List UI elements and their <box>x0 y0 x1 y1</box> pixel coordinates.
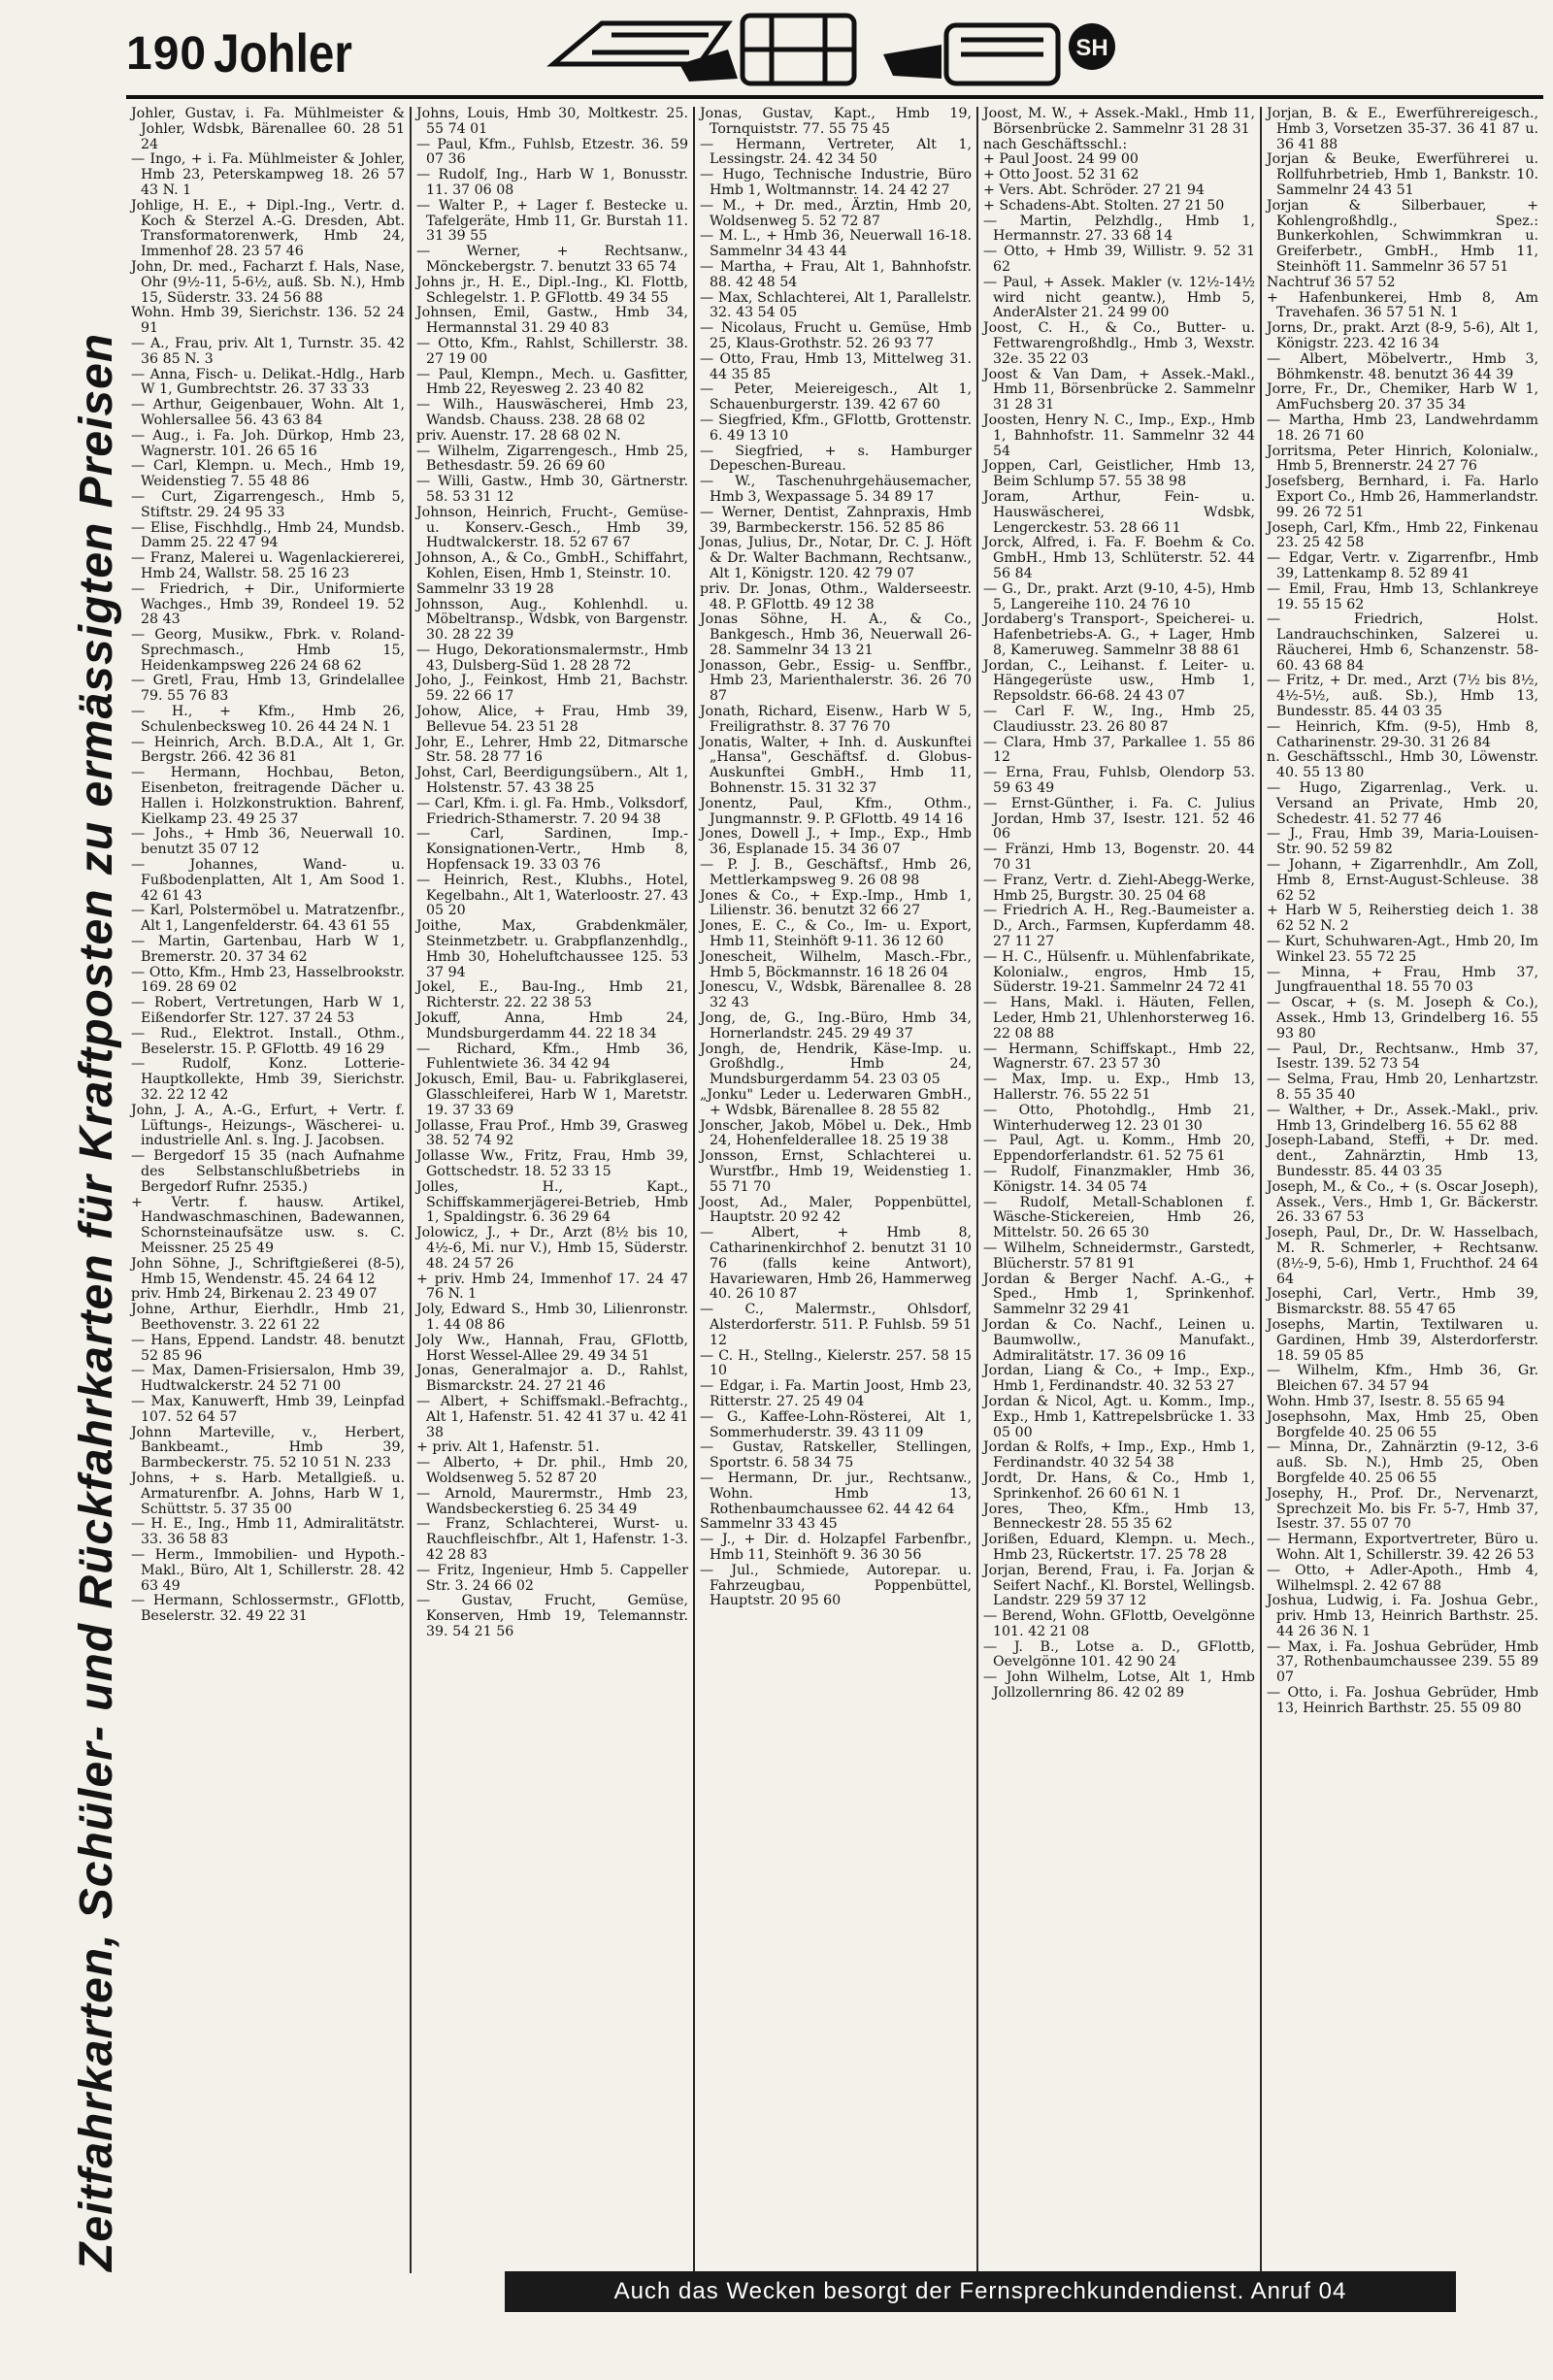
directory-entry: Joho, J., Feinkost, Hmb 21, Bachstr. 59. 22 66 17 <box>416 673 688 705</box>
directory-entry: — Rudolf, Konz. Lotterie-Hauptkollekte, Hmb 39, Sierichstr. 32. 22 12 42 <box>131 1056 405 1103</box>
chest-icon <box>946 25 1058 83</box>
directory-entry: Jonatis, Walter, + Inh. d. Auskunftei „Hansa", Geschäftsf. d. Globus-Auskunftei GmbH., Hmb 11, Bohnenstr. 15. 31 32 37 <box>700 734 972 797</box>
directory-entry: Jokel, E., Bau-Ing., Hmb 21, Richterstr. 22. 22 38 53 <box>416 979 688 1011</box>
directory-entry: Jones, E. C., & Co., Im- u. Export, Hmb 11, Steinhöft 9-11. 36 12 60 <box>700 918 972 950</box>
directory-entry: John, J. A., A.-G., Erfurt, + Vertr. f. Lüftungs-, Heizungs-, Wäscherei- u. industrielle Anl. s. Ing. J. Jacobsen. <box>131 1102 405 1149</box>
directory-entry: — Curt, Zigarrengesch., Hmb 5, Stiftstr. 29. 24 95 33 <box>131 488 405 520</box>
directory-entry: Jokuff, Anna, Hmb 24, Mundsburgerdamm 44. 22 18 34 <box>416 1010 688 1041</box>
directory-entry: Joly Ww., Hannah, Frau, GFlottb, Horst Wessel-Allee 29. 49 34 51 <box>416 1332 688 1364</box>
directory-entry: Josefsberg, Bernhard, i. Fa. Harlo Export Co., Hmb 26, Hammerlandstr. 99. 26 72 51 <box>1267 474 1538 520</box>
directory-entry: Jorjan & Beuke, Ewerführerei u. Rollfuhrbetrieb, Hmb 1, Bankstr. 10. Sammelnr 24 43 51 <box>1267 151 1538 198</box>
directory-entry: Jordan & Nicol, Agt. u. Komm., Imp., Exp., Hmb 1, Kattrepelsbrücke 1. 33 05 00 <box>983 1393 1255 1440</box>
directory-entry: — Albert, + Hmb 8, Catharinenkirchhof 2. benutzt 31 10 76 (falls keine Antwort), Havariewaren, Hmb 26, Hammerweg 40. 26 10 87 <box>700 1225 972 1303</box>
directory-entry: — Johann, + Zigarrenhdlr., Am Zoll, Hmb 8, Ernst-August-Schleuse. 38 62 52 <box>1267 857 1538 904</box>
directory-entry: Jonath, Richard, Eisenw., Harb W 5, Freiligrathstr. 8. 37 76 70 <box>700 704 972 735</box>
directory-entry: — Herm., Immobilien- und Hypoth.-Makl., Büro, Alt 1, Schillerstr. 28. 42 63 49 <box>131 1546 405 1594</box>
directory-entry: Jongh, de, Hendrik, Käse-Imp. u. Großhdlg., Hmb 24, Mundsburgerdamm 54. 23 03 05 <box>700 1041 972 1088</box>
directory-entry: — Otto, Kfm., Hmb 23, Hasselbrookstr. 169. 28 69 02 <box>131 964 405 996</box>
directory-entry: Jorjan & Silberbauer, + Kohlengroßhdlg., Spez.: Bunkerkohlen, Schwimmkran u. Greiferbetr., GmbH., Hmb 11, Steinhöft 11. Sammelnr 36 57 51 <box>1267 197 1538 275</box>
directory-entry: — Peter, Meiereigesch., Alt 1, Schauenburgerstr. 139. 42 67 60 <box>700 381 972 413</box>
directory-entry: — Edgar, i. Fa. Martin Joost, Hmb 23, Ritterstr. 27. 25 49 04 <box>700 1378 972 1409</box>
directory-entry: — J., Frau, Hmb 39, Maria-Louisen-Str. 90. 52 59 82 <box>1267 826 1538 858</box>
directory-entry: — Max, Imp. u. Exp., Hmb 13, Hallerstr. 76. 55 22 51 <box>983 1072 1255 1103</box>
directory-entry: — Max, Schlachterei, Alt 1, Parallelstr. 32. 43 54 05 <box>700 289 972 321</box>
directory-entry: — Hans, Makl. i. Häuten, Fellen, Leder, Hmb 21, Uhlenhorsterweg 16. 22 08 88 <box>983 995 1255 1041</box>
directory-entry: — Alberto, + Dr. phil., Hmb 20, Woldsenweg 5. 52 87 20 <box>416 1455 688 1486</box>
header-word: Johler <box>214 22 352 83</box>
directory-entry: — Rudolf, Ing., Harb W 1, Bonusstr. 11. 37 06 08 <box>416 167 688 198</box>
directory-entry: — Georg, Musikw., Fbrk. v. Roland-Sprechmasch., Hmb 15, Heidenkampsweg 226 24 68 62 <box>131 627 405 674</box>
directory-columns <box>126 107 1543 2273</box>
directory-entry: — G., Dr., prakt. Arzt (9-10, 4-5), Hmb 5, Langereihe 110. 24 76 10 <box>983 580 1255 612</box>
directory-entry: — Siegfried, Kfm., GFlottb, Grottenstr. 6. 49 13 10 <box>700 412 972 444</box>
directory-entry: — Berend, Wohn. GFlottb, Oevelgönne 101. 42 21 08 <box>983 1608 1255 1639</box>
directory-entry: — Walter P., + Lager f. Bestecke u. Tafelgeräte, Hmb 11, Gr. Burstah 11. 31 39 55 <box>416 197 688 245</box>
directory-entry: — J. B., Lotse a. D., GFlottb, Oevelgönne 101. 42 90 24 <box>983 1638 1255 1670</box>
directory-entry: — J., + Dir. d. Holzapfel Farbenfbr., Hmb 11, Steinhöft 9. 36 30 56 <box>700 1532 972 1563</box>
footer-banner: Auch das Wecken besorgt der Fernsprechkundendienst. Anruf 04 <box>505 2271 1456 2312</box>
directory-entry: Joosten, Henry N. C., Imp., Exp., Hmb 1, Bahnhofstr. 11. Sammelnr 32 44 54 <box>983 412 1255 459</box>
directory-entry: — Anna, Fisch- u. Delikat.-Hdlg., Harb W 1, Gumbrechtstr. 26. 37 33 33 <box>131 366 405 398</box>
directory-entry: — Werner, + Rechtsanw., Mönckebergstr. 7. benutzt 33 65 74 <box>416 244 688 275</box>
directory-entry: Johns, + s. Harb. Metallgieß. u. Armaturenfbr. A. Johns, Harb W 1, Schüttstr. 5. 37 35 00 <box>131 1470 405 1517</box>
directory-entry: — Robert, Vertretungen, Harb W 1, Eißendorfer Str. 127. 37 24 53 <box>131 995 405 1027</box>
directory-entry: — Franz, Schlachterei, Wurst- u. Rauchfleischfbr., Alt 1, Hafenstr. 1-3. 42 28 83 <box>416 1516 688 1563</box>
directory-entry: Joseph, Paul, Dr., Dr. W. Hasselbach, M. R. Schmerler, + Rechtsanw. (8½-9, 5-6), Hmb 1, Fruchthof. 24 64 64 <box>1267 1225 1538 1287</box>
directory-entry: — Minna, + Frau, Hmb 37, Jungfrauenthal 18. 55 70 03 <box>1267 964 1538 996</box>
directory-entry: Johne, Arthur, Eierhdlr., Hmb 21, Beethovenstr. 3. 22 61 22 <box>131 1302 405 1333</box>
directory-entry: Wohn. Hmb 39, Sierichstr. 136. 52 24 91 <box>131 305 405 337</box>
directory-entry: — Albert, + Schiffsmakl.-Befrachtg., Alt 1, Hafenstr. 51. 42 41 37 u. 42 41 38 <box>416 1393 688 1440</box>
directory-entry: + Otto Joost. 52 31 62 <box>983 167 1140 183</box>
directory-entry: — W., Taschenuhrgehäusemacher, Hmb 3, Wexpassage 5. 34 89 17 <box>700 474 972 505</box>
directory-entry: Jordan, Liang & Co., + Imp., Exp., Hmb 1, Ferdinandstr. 40. 32 53 27 <box>983 1363 1255 1395</box>
directory-entry: — Martha, + Frau, Alt 1, Bahnhofstr. 88. 42 48 54 <box>700 258 972 290</box>
directory-entry: — Albert, Möbelvertr., Hmb 3, Böhmkenstr. 48. benutzt 36 44 39 <box>1267 350 1538 382</box>
directory-entry: Jorjan, Berend, Frau, i. Fa. Jorjan & Seifert Nachf., Kl. Borstel, Wellingsb. Landstr. 229 59 37 12 <box>983 1562 1255 1609</box>
directory-entry: Jordan & Co. Nachf., Leinen u. Baumwollw., Manufakt., Admiralitätstr. 17. 36 09 16 <box>983 1316 1255 1364</box>
directory-entry: — Hermann, Hochbau, Beton, Eisenbeton, freitragende Dächer u. Hallen i. Holzkonstruktion. Bahrenf, Kielkamp 23. 49 25 37 <box>131 765 405 827</box>
directory-entry: — Paul, Klempn., Mech. u. Gasfitter, Hmb 22, Reyesweg 2. 23 40 82 <box>416 366 688 398</box>
directory-column-4 <box>976 107 1260 2273</box>
directory-entry: — Hugo, Dekorationsmalermstr., Hmb 43, Dulsberg-Süd 1. 28 28 72 <box>416 642 688 674</box>
directory-entry: Josephy, H., Prof. Dr., Nervenarzt, Sprechzeit Mo. bis Fr. 5-7, Hmb 37, Isestr. 37. 55 07 70 <box>1267 1485 1538 1533</box>
directory-entry: n. Geschäftsschl., Hmb 30, Löwenstr. 40. 55 13 80 <box>1267 749 1538 781</box>
directory-entry: — Otto, Kfm., Rahlst, Schillerstr. 38. 27 19 00 <box>416 335 688 367</box>
directory-entry: Jolowicz, J., + Dr., Arzt (8½ bis 10, 4½-6, Mi. nur V.), Hmb 15, Süderstr. 48. 24 57 26 <box>416 1225 688 1272</box>
directory-entry: Johnn Marteville, v., Herbert, Bankbeamt., Hmb 39, Barmbeckerstr. 75. 52 10 51 N. 233 <box>131 1424 405 1471</box>
directory-entry: Sammelnr 33 19 28 <box>416 580 554 597</box>
directory-entry: + priv. Hmb 24, Immenhof 17. 24 47 76 N. 1 <box>416 1271 688 1303</box>
directory-entry: — C. H., Stellng., Kielerstr. 257. 58 15 10 <box>700 1347 972 1379</box>
directory-entry: — Fritz, Ingenieur, Hmb 5. Cappeller Str. 3. 24 66 02 <box>416 1562 688 1594</box>
directory-entry: + Harb W 5, Reiherstieg deich 1. 38 62 52 N. 2 <box>1267 903 1538 935</box>
directory-entry: Jolles, H., Kapt., Schiffskammerjägerei-Betrieb, Hmb 1, Spaldingstr. 6. 36 29 64 <box>416 1178 688 1226</box>
directory-entry: „Jonku" Leder u. Lederwaren GmbH., + Wdsbk, Bärenallee 8. 28 55 82 <box>700 1087 972 1118</box>
directory-entry: — Martha, Hmb 23, Landwehrdamm 18. 26 71 60 <box>1267 412 1538 444</box>
directory-entry: priv. Auenstr. 17. 28 68 02 N. <box>416 427 621 444</box>
side-advertisement: Zeitfahrkarten, Schüler- und Rückfahrkarten für Kraftposten zu ermässigten Preisen <box>71 332 122 2271</box>
directory-entry: — Fritz, + Dr. med., Arzt (7½ bis 8½, 4½-5½, auß. Sb.), Hmb 13, Bundesstr. 85. 44 03 35 <box>1267 673 1538 720</box>
directory-entry: — P. J. B., Geschäftsf., Hmb 26, Mettlerkampsweg 9. 26 08 98 <box>700 857 972 888</box>
directory-entry: — Elise, Fischhdlg., Hmb 24, Mundsb. Damm 25. 22 47 94 <box>131 519 405 551</box>
directory-entry: — Rud., Elektrot. Install., Othm., Beselerstr. 15. P. GFlottb. 49 16 29 <box>131 1025 405 1057</box>
directory-entry: Nachtruf 36 57 52 <box>1267 274 1396 290</box>
directory-entry: — Paul, + Assek. Makler (v. 12½-14½ wird nicht geantw.), Hmb 5, AnderAlster 21. 24 99 00 <box>983 274 1255 321</box>
directory-entry: — Hugo, Technische Industrie, Büro Hmb 1, Woltmannstr. 14. 24 42 27 <box>700 167 972 198</box>
directory-entry: + Hafenbunkerei, Hmb 8, Am Travehafen. 36 57 51 N. 1 <box>1267 289 1538 321</box>
directory-entry: — Fränzi, Hmb 13, Bogenstr. 20. 44 70 31 <box>983 842 1255 874</box>
directory-entry: Johns jr., H. E., Dipl.-Ing., Kl. Flottb, Schlegelstr. 1. P. GFlottb. 49 34 55 <box>416 274 688 306</box>
directory-entry: Sammelnr 33 43 45 <box>700 1516 838 1533</box>
directory-entry: Joseph-Laband, Steffi, + Dr. med. dent., Zahnärztin, Hmb 13, Bundesstr. 85. 44 03 35 <box>1267 1133 1538 1179</box>
directory-entry: — Kurt, Schuhwaren-Agt., Hmb 20, Im Winkel 23. 55 72 25 <box>1267 934 1538 965</box>
directory-entry: — Werner, Dentist, Zahnpraxis, Hmb 39, Barmbeckerstr. 156. 52 85 86 <box>700 504 972 536</box>
directory-entry: — Otto, + Hmb 39, Willistr. 9. 52 31 62 <box>983 244 1255 275</box>
directory-entry: — A., Frau, priv. Alt 1, Turnstr. 35. 42 36 85 N. 3 <box>131 335 405 367</box>
directory-entry: — Oscar, + (s. M. Joseph & Co.), Assek., Hmb 13, Grindelberg 16. 55 93 80 <box>1267 995 1538 1041</box>
directory-entry: — Karl, Polstermöbel u. Matratzenfbr., Alt 1, Langenfelderstr. 64. 43 61 55 <box>131 903 405 935</box>
directory-column-5 <box>1260 107 1543 2273</box>
directory-entry: Joseph, Carl, Kfm., Hmb 22, Finkenau 23. 25 42 58 <box>1267 519 1538 551</box>
directory-column-3 <box>693 107 976 2273</box>
directory-entry: priv. Hmb 24, Birkenau 2. 23 49 07 <box>131 1286 378 1303</box>
directory-entry: — Otto, i. Fa. Joshua Gebrüder, Hmb 13, Heinrich Barthstr. 25. 55 09 80 <box>1267 1685 1538 1716</box>
directory-entry: Jollasse Ww., Fritz, Frau, Hmb 39, Gottschedstr. 18. 52 33 15 <box>416 1148 688 1179</box>
header-rule <box>126 95 1543 99</box>
directory-entry: Johnson, A., & Co., GmbH., Schiffahrt, Kohlen, Eisen, Hmb 1, Steinstr. 10. <box>416 550 688 581</box>
directory-entry: Johow, Alice, + Frau, Hmb 39, Bellevue 54. 23 51 28 <box>416 704 688 735</box>
directory-column-2 <box>410 107 693 2273</box>
directory-entry: Jorritsma, Peter Hinrich, Kolonialw., Hmb 5, Brennerstr. 24 27 76 <box>1267 443 1538 475</box>
directory-entry: — Friedrich A. H., Reg.-Baumeister a. D., Arch., Farmsen, Kupferdamm 48. 27 11 27 <box>983 903 1255 950</box>
directory-entry: — Ernst-Günther, i. Fa. C. Julius Jordan, Hmb 37, Isestr. 121. 52 46 06 <box>983 795 1255 843</box>
directory-entry: Jonas, Gustav, Kapt., Hmb 19, Tornquiststr. 77. 55 75 45 <box>700 107 972 137</box>
directory-entry: Jonas, Julius, Dr., Notar, Dr. C. J. Höft & Dr. Walter Bachmann, Rechtsanw., Alt 1, Königstr. 120. 42 79 07 <box>700 535 972 581</box>
directory-entry: — Bergedorf 15 35 (nach Aufnahme des Selbstanschlußbetriebs in Bergedorf Rufnr. 2535.) <box>131 1148 405 1195</box>
directory-entry: + priv. Alt 1, Hafenstr. 51. <box>416 1439 600 1456</box>
directory-entry: — Max, i. Fa. Joshua Gebrüder, Hmb 37, Rothenbaumchaussee 239. 55 89 07 <box>1267 1638 1538 1686</box>
directory-entry: Johnson, Heinrich, Frucht-, Gemüse- u. Konserv.-Gesch., Hmb 39, Hudtwalckerstr. 18. 52 67 67 <box>416 504 688 551</box>
directory-entry: John Söhne, J., Schriftgießerei (8-5), Hmb 15, Wendenstr. 45. 24 64 12 <box>131 1255 405 1287</box>
directory-entry: — Nicolaus, Frucht u. Gemüse, Hmb 25, Klaus-Grothstr. 52. 26 93 77 <box>700 320 972 351</box>
directory-entry: — H. C., Hülsenfr. u. Mühlenfabrikate, Kolonialw., engros, Hmb 15, Süderstr. 19-21. Sammelnr 24 72 41 <box>983 948 1255 996</box>
directory-entry: — Walther, + Dr., Assek.-Makl., priv. Hmb 13, Grindelberg 16. 55 62 88 <box>1267 1102 1538 1134</box>
directory-entry: priv. Dr. Jonas, Othm., Walderseestr. 48. P. GFlottb. 49 12 38 <box>700 580 972 612</box>
directory-entry: Josephsohn, Max, Hmb 25, Oben Borgfelde 40. 25 06 55 <box>1267 1408 1538 1440</box>
directory-entry: Jordan & Rolfs, + Imp., Exp., Hmb 1, Ferdinandstr. 40 32 54 38 <box>983 1439 1255 1471</box>
directory-entry: — Hans, Eppend. Landstr. 48. benutzt 52 85 96 <box>131 1332 405 1364</box>
directory-entry: — Martin, Pelzhdlg., Hmb 1, Hermannstr. 27. 33 68 14 <box>983 213 1255 245</box>
directory-entry: — Hermann, Dr. jur., Rechtsanw., Wohn. Hmb 13, Rothenbaumchaussee 62. 44 42 64 <box>700 1470 972 1517</box>
directory-entry: — Franz, Vertr. d. Ziehl-Abegg-Werke, Hmb 25, Burgstr. 30. 25 04 68 <box>983 872 1255 904</box>
directory-entry: Johler, Gustav, i. Fa. Mühlmeister & Johler, Wdsbk, Bärenallee 60. 28 51 24 <box>131 107 405 152</box>
directory-entry: Jorre, Fr., Dr., Chemiker, Harb W 1, AmFuchsberg 20. 37 35 34 <box>1267 381 1538 413</box>
directory-entry: — M., + Dr. med., Ärztin, Hmb 20, Woldsenweg 5. 52 72 87 <box>700 197 972 229</box>
directory-entry: — Rudolf, Metall-Schablonen f. Wäsche-Stickereien, Hmb 26, Mittelstr. 50. 26 65 30 <box>983 1194 1255 1241</box>
directory-entry: — Max, Damen-Frisiersalon, Hmb 39, Hudtwalckerstr. 24 52 71 00 <box>131 1363 405 1395</box>
directory-entry: + Paul Joost. 24 99 00 <box>983 151 1139 168</box>
directory-entry: — Wilhelm, Kfm., Hmb 36, Gr. Bleichen 67. 34 57 94 <box>1267 1363 1538 1395</box>
directory-entry: Johlige, H. E., + Dipl.-Ing., Vertr. d. Koch & Sterzel A.-G. Dresden, Abt. Transformatorenwerk, Hmb 24, Immenhof 28. 23 57 46 <box>131 197 405 260</box>
directory-entry: Joost, M. W., + Assek.-Makl., Hmb 11, Börsenbrücke 2. Sammelnr 31 28 31 <box>983 107 1255 137</box>
directory-entry: + Vers. Abt. Schröder. 27 21 94 <box>983 182 1205 198</box>
directory-entry: — G., Kaffee-Lohn-Rösterei, Alt 1, Sommerhuderstr. 39. 43 11 09 <box>700 1408 972 1440</box>
directory-entry: Joost & Van Dam, + Assek.-Makl., Hmb 11, Börsenbrücke 2. Sammelnr 31 28 31 <box>983 366 1255 413</box>
directory-entry: Jong, de, G., Ing.-Büro, Hmb 34, Hornerlandstr. 245. 29 49 37 <box>700 1010 972 1041</box>
directory-entry: Joppen, Carl, Geistlicher, Hmb 13, Beim Schlump 57. 55 38 98 <box>983 458 1255 490</box>
directory-entry: Jonsson, Ernst, Schlachterei u. Wurstfbr., Hmb 19, Weidenstieg 1. 55 71 70 <box>700 1148 972 1195</box>
directory-entry: — Friedrich, + Dir., Uniformierte Wachges., Hmb 39, Rondeel 19. 52 28 43 <box>131 580 405 628</box>
directory-entry: nach Geschäftsschl.: <box>983 136 1128 152</box>
directory-entry: — Hermann, Vertreter, Alt 1, Lessingstr. 24. 42 34 50 <box>700 136 972 168</box>
directory-entry: Jonentz, Paul, Kfm., Othm., Jungmannstr. 9. P. GFlottb. 49 14 16 <box>700 795 972 827</box>
directory-entry: — Emil, Frau, Hmb 13, Schlankreye 19. 55 15 62 <box>1267 580 1538 612</box>
directory-entry: Joshua, Ludwig, i. Fa. Joshua Gebr., priv. Hmb 13, Heinrich Barthstr. 25. 44 26 36 N. 1 <box>1267 1593 1538 1639</box>
directory-entry: — Erna, Frau, Fuhlsb, Olendorp 53. 59 63 49 <box>983 765 1255 797</box>
directory-entry: Joseph, M., & Co., + (s. Oscar Joseph), Assek., Vers., Hmb 1, Gr. Bäckerstr. 26. 33 67 53 <box>1267 1178 1538 1226</box>
directory-entry: Jollasse, Frau Prof., Hmb 39, Grasweg 38. 52 74 92 <box>416 1117 688 1149</box>
directory-entry: John, Dr. med., Facharzt f. Hals, Nase, Ohr (9½-11, 5-6½, auß. Sb. N.), Hmb 15, Süderstr. 33. 24 56 88 <box>131 258 405 306</box>
directory-entry: — Hermann, Schiffskapt., Hmb 22, Wagnerstr. 67. 23 57 30 <box>983 1041 1255 1073</box>
directory-entry: Johr, E., Lehrer, Hmb 22, Ditmarsche Str. 58. 28 77 16 <box>416 734 688 766</box>
directory-entry: — Siegfried, + s. Hamburger Depeschen-Bureau. <box>700 443 972 475</box>
directory-entry: — Gustav, Frucht, Gemüse, Konserven, Hmb 19, Telemannstr. 39. 54 21 56 <box>416 1593 688 1639</box>
directory-entry: — Carl, Sardinen, Imp.-Konsignationen-Vertr., Hmb 8, Hopfensack 19. 33 03 76 <box>416 826 688 874</box>
directory-entry: — Gustav, Ratskeller, Stellingen, Sportstr. 6. 58 34 75 <box>700 1439 972 1471</box>
directory-entry: — Johannes, Wand- u. Fußbodenplatten, Alt 1, Am Sood 1. 42 61 43 <box>131 857 405 904</box>
directory-entry: Jonas, Generalmajor a. D., Rahlst, Bismarckstr. 24. 27 21 46 <box>416 1363 688 1395</box>
directory-entry: Jokusch, Emil, Bau- u. Fabrikglaserei, Glasschleiferei, Harb W 1, Maretstr. 19. 37 33 69 <box>416 1072 688 1118</box>
directory-entry: Jonescheit, Wilhelm, Masch.-Fbr., Hmb 5, Böckmannstr. 16 18 26 04 <box>700 948 972 980</box>
directory-entry: — C., Malermstr., Ohlsdorf, Alsterdorferstr. 511. P. Fuhlsb. 59 51 12 <box>700 1302 972 1348</box>
directory-entry: Jordaberg's Transport-, Speicherei- u. Hafenbetriebs-A. G., + Lager, Hmb 8, Kameruweg. Sammelnr 38 88 61 <box>983 612 1255 658</box>
directory-entry: Joost, Ad., Maler, Poppenbüttel, Hauptstr. 20 92 42 <box>700 1194 972 1226</box>
seal-logo-icon <box>1069 23 1115 70</box>
directory-entry: Jorißen, Eduard, Klempn. u. Mech., Hmb 23, Rückertstr. 17. 25 78 28 <box>983 1532 1255 1563</box>
directory-entry: — Aug., i. Fa. Joh. Dürkop, Hmb 23, Wagnerstr. 101. 26 65 16 <box>131 427 405 459</box>
directory-entry: + Vertr. f. hausw. Artikel, Handwaschmaschinen, Badewannen, Schornsteinaufsätze usw. s. C. Meissner. 25 25 49 <box>131 1194 405 1256</box>
directory-entry: — John Wilhelm, Lotse, Alt 1, Hmb Jollzollernring 86. 42 02 89 <box>983 1669 1255 1702</box>
directory-column-1 <box>126 107 410 2273</box>
directory-entry: — Heinrich, Rest., Klubhs., Hotel, Kegelbahn., Alt 1, Waterloostr. 27. 43 05 20 <box>416 872 688 919</box>
directory-entry: — Jul., Schmiede, Autorepar. u. Fahrzeugbau, Poppenbüttel, Hauptstr. 20 95 60 <box>700 1562 972 1609</box>
directory-entry: — Wilhelm, Zigarrengesch., Hmb 25, Bethesdastr. 59. 26 69 60 <box>416 443 688 475</box>
directory-entry: — Heinrich, Arch. B.D.A., Alt 1, Gr. Bergstr. 266. 42 36 81 <box>131 734 405 766</box>
directory-entry: Josephs, Martin, Textilwaren u. Gardinen, Hmb 39, Alsterdorferstr. 18. 59 05 85 <box>1267 1316 1538 1364</box>
directory-entry: — Heinrich, Kfm. (9-5), Hmb 8, Catharinenstr. 29-30. 31 26 84 <box>1267 718 1538 750</box>
directory-entry: — H., + Kfm., Hmb 26, Schulenbecksweg 10. 26 44 24 N. 1 <box>131 704 405 735</box>
directory-entry: — Carl, Klempn. u. Mech., Hmb 19, Weidenstieg 7. 55 48 86 <box>131 458 405 490</box>
directory-entry: Jonasson, Gebr., Essig- u. Senffbr., Hmb 23, Marienthalerstr. 36. 26 70 87 <box>700 657 972 705</box>
directory-entry: — Paul, Dr., Rechtsanw., Hmb 37, Isestr. 139. 52 73 54 <box>1267 1041 1538 1073</box>
directory-entry: — Franz, Malerei u. Wagenlackiererei, Hmb 24, Wallstr. 58. 25 16 23 <box>131 550 405 581</box>
directory-entry: Jones, Dowell J., + Imp., Exp., Hmb 36, Esplanade 15. 34 36 07 <box>700 826 972 858</box>
directory-entry: — Otto, + Adler-Apoth., Hmb 4, Wilhelmspl. 2. 42 67 88 <box>1267 1562 1538 1594</box>
directory-entry: — Paul, Agt. u. Komm., Hmb 20, Eppendorferlandstr. 61. 52 75 61 <box>983 1133 1255 1165</box>
directory-entry: Jorck, Alfred, i. Fa. F. Boehm & Co. GmbH., Hmb 13, Schlüterstr. 52. 44 56 84 <box>983 535 1255 581</box>
directory-entry: — Wilh., Hauswäscherei, Hmb 23, Wandsb. Chauss. 238. 28 68 02 <box>416 397 688 428</box>
directory-entry: — Gretl, Frau, Hmb 13, Grindelallee 79. 55 76 83 <box>131 673 405 705</box>
directory-entry: Jonas Söhne, H. A., & Co., Bankgesch., Hmb 36, Neuerwall 26-28. Sammelnr 34 13 21 <box>700 612 972 658</box>
directory-entry: — Arnold, Maurermstr., Hmb 23, Wandsbeckerstieg 6. 25 34 49 <box>416 1485 688 1517</box>
crate-icon <box>743 16 854 83</box>
directory-entry: — Martin, Gartenbau, Harb W 1, Bremerstr. 20. 37 34 62 <box>131 934 405 965</box>
directory-entry: Joost, C. H., & Co., Butter- u. Fettwarengroßhdlg., Hmb 3, Wexstr. 32e. 35 22 03 <box>983 320 1255 367</box>
directory-entry: — Edgar, Vertr. v. Zigarrenfbr., Hmb 39, Lattenkamp 8. 52 89 41 <box>1267 550 1538 581</box>
directory-entry: — Paul, Kfm., Fuhlsb, Etzestr. 36. 59 07 36 <box>416 136 688 168</box>
directory-entry: — Johs., + Hmb 36, Neuerwall 10. benutzt 35 07 12 <box>131 826 405 858</box>
directory-entry: Johns, Louis, Hmb 30, Moltkestr. 25. 55 74 01 <box>416 107 688 137</box>
directory-entry: Joithe, Max, Grabdenkmäler, Steinmetzbetr. u. Grabpflanzenhdlg., Hmb 30, Hoheluftchaussee 125. 53 37 94 <box>416 918 688 980</box>
directory-entry: Jordan, C., Leihanst. f. Leiter- u. Hängegerüste usw., Hmb 1, Repsoldstr. 66-68. 24 43 07 <box>983 657 1255 705</box>
directory-entry: — Wilhelm, Schneidermstr., Garstedt, Blücherstr. 57 81 91 <box>983 1240 1255 1272</box>
directory-entry: — Rudolf, Finanzmakler, Hmb 36, Königstr. 14. 34 05 74 <box>983 1163 1255 1195</box>
directory-entry: — Hermann, Exportvertreter, Büro u. Wohn. Alt 1, Schillerstr. 39. 42 26 53 <box>1267 1532 1538 1563</box>
directory-entry: Josephi, Carl, Vertr., Hmb 39, Bismarckstr. 88. 55 47 65 <box>1267 1286 1538 1318</box>
directory-entry: Joly, Edward S., Hmb 30, Lilienronstr. 1. 44 08 86 <box>416 1302 688 1333</box>
directory-entry: — Otto, Frau, Hmb 13, Mittelweg 31. 44 35 85 <box>700 350 972 382</box>
directory-entry: Johnsen, Emil, Gastw., Hmb 34, Hermannstal 31. 29 40 83 <box>416 305 688 337</box>
directory-entry: — Otto, Photohdlg., Hmb 21, Winterhuderweg 12. 23 01 30 <box>983 1102 1255 1134</box>
directory-entry: — Selma, Frau, Hmb 20, Lenhartzstr. 8. 55 35 40 <box>1267 1072 1538 1103</box>
page-header <box>0 0 1553 107</box>
directory-entry: — Max, Kanuwerft, Hmb 39, Leinpfad 107. 52 64 57 <box>131 1393 405 1425</box>
directory-entry: — Minna, Dr., Zahnärztin (9-12, 3-6 auß. Sb. N.), Hmb 25, Oben Borgfelde 40. 25 06 55 <box>1267 1439 1538 1486</box>
directory-entry: — Ingo, + i. Fa. Mühlmeister & Johler, Hmb 23, Peterskampweg 18. 26 57 43 N. 1 <box>131 151 405 198</box>
directory-entry: Jorns, Dr., prakt. Arzt (8-9, 5-6), Alt 1, Königstr. 223. 42 16 34 <box>1267 320 1538 351</box>
directory-entry: Jores, Theo, Kfm., Hmb 13, Benneckestr 28. 55 35 62 <box>983 1501 1255 1533</box>
directory-entry: — Friedrich, Holst. Landrauchschinken, Salzerei u. Räucherei, Hmb 6, Schanzenstr. 58-60. 43 68 84 <box>1267 612 1538 674</box>
directory-entry: + Schadens-Abt. Stolten. 27 21 50 <box>983 197 1225 214</box>
directory-entry: Jonescu, V., Wdsbk, Bärenallee 8. 28 32 43 <box>700 979 972 1011</box>
directory-entry: Johst, Carl, Beerdigungsübern., Alt 1, Holstenstr. 57. 43 38 25 <box>416 765 688 797</box>
directory-entry: Johnsson, Aug., Kohlenhdl. u. Möbeltransp., Wdsbk, von Bargenstr. 30. 28 22 39 <box>416 596 688 644</box>
page-number: 190 <box>126 28 208 80</box>
directory-entry: — Carl F. W., Ing., Hmb 25, Claudiusstr. 23. 26 80 87 <box>983 704 1255 735</box>
directory-entry: — Hermann, Schlossermstr., GFlottb, Beselerstr. 32. 49 22 31 <box>131 1593 405 1625</box>
directory-entry: — Hugo, Zigarrenlag., Verk. u. Versand an Private, Hmb 20, Schedestr. 41. 52 77 46 <box>1267 780 1538 827</box>
directory-entry: — M. L., + Hmb 36, Neuerwall 16-18. Sammelnr 34 43 44 <box>700 228 972 260</box>
transport-logos-icon <box>534 6 1116 95</box>
directory-entry: — Clara, Hmb 37, Parkallee 1. 55 86 12 <box>983 734 1255 766</box>
seal-logo-text: SH <box>1075 35 1108 61</box>
directory-entry: Joram, Arthur, Fein- u. Hauswäscherei, Wdsbk, Lengerckestr. 53. 28 66 11 <box>983 488 1255 536</box>
directory-entry: — Richard, Kfm., Hmb 36, Fuhlentwiete 36. 34 42 94 <box>416 1041 688 1073</box>
directory-entry: Jones & Co., + Exp.-Imp., Hmb 1, Lilienstr. 36. benutzt 32 66 27 <box>700 887 972 919</box>
directory-entry: Jordan & Berger Nachf. A.-G., + Sped., Hmb 1, Sprinkenhof. Sammelnr 32 29 41 <box>983 1271 1255 1318</box>
directory-entry: Jorjan, B. & E., Ewerführereigesch., Hmb 3, Vorsetzen 35-37. 36 41 87 u. 36 41 88 <box>1267 107 1538 152</box>
directory-entry: — Carl, Kfm. i. gl. Fa. Hmb., Volksdorf, Friedrich-Sthamerstr. 7. 20 94 38 <box>416 795 688 827</box>
directory-entry: Jordt, Dr. Hans, & Co., Hmb 1, Sprinkenhof. 26 60 61 N. 1 <box>983 1470 1255 1502</box>
directory-entry: — Arthur, Geigenbauer, Wohn. Alt 1, Wohlersallee 56. 43 63 84 <box>131 397 405 428</box>
directory-entry: Jonscher, Jakob, Möbel u. Dek., Hmb 24, Hohenfelderallee 18. 25 19 38 <box>700 1117 972 1149</box>
directory-entry: — H. E., Ing., Hmb 11, Admiralitätstr. 33. 36 58 83 <box>131 1516 405 1548</box>
directory-entry: — Willi, Gastw., Hmb 30, Gärtnerstr. 58. 53 31 12 <box>416 474 688 505</box>
directory-entry: Wohn. Hmb 37, Isestr. 8. 55 65 94 <box>1267 1393 1505 1409</box>
